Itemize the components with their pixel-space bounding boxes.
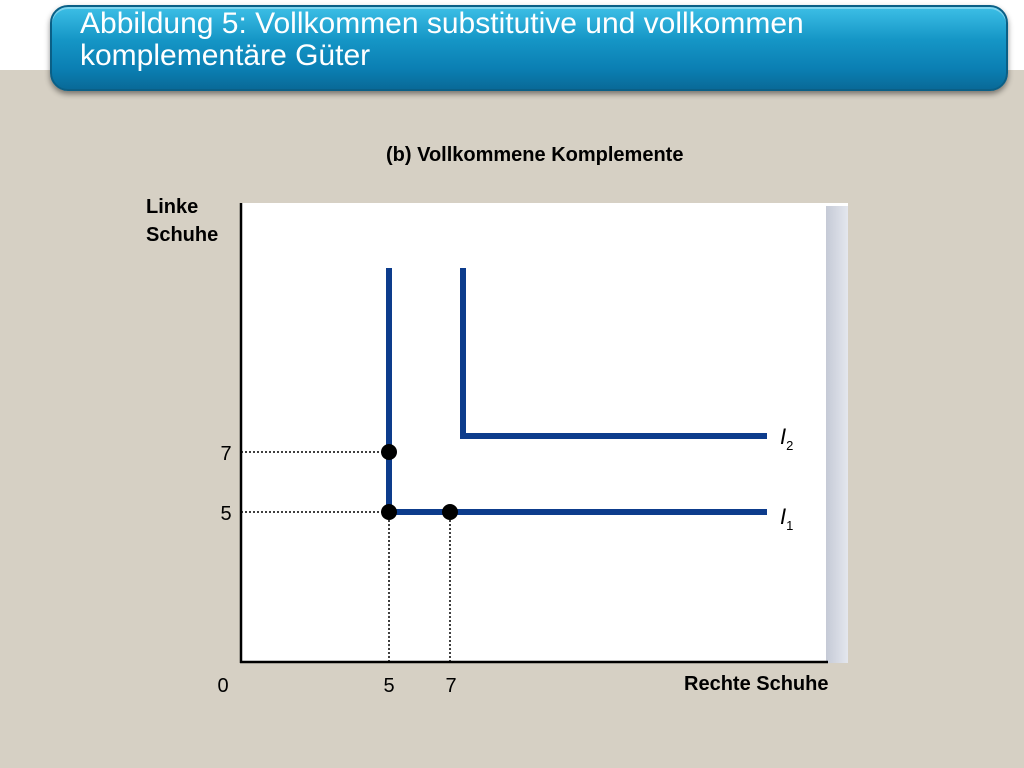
y-tick-7: 7 — [220, 443, 232, 465]
x-tick-7: 7 — [445, 675, 457, 697]
indifference-curve-i1 — [389, 268, 767, 512]
point-7-5 — [442, 504, 458, 520]
curve-label-i2-subscript: 2 — [786, 438, 794, 453]
slide-title-line-2: komplementäre Güter — [80, 39, 371, 72]
curve-label-i1-subscript: 1 — [786, 518, 794, 533]
curve-label-i2 — [780, 424, 793, 453]
slide-title-line-1: Abbildung 5: Vollkommen substitutive und vollkommen — [80, 7, 804, 40]
y-tick-5: 5 — [220, 503, 232, 525]
point-5-7 — [381, 444, 397, 460]
origin-label: 0 — [217, 675, 229, 697]
indifference-curve-i2 — [463, 268, 767, 436]
x-axis-label: Rechte Schuhe — [684, 673, 829, 695]
curve-label-i2-letter: I — [780, 424, 787, 449]
curve-label-i1-letter: I — [780, 504, 787, 529]
point-5-5 — [381, 504, 397, 520]
curve-label-i1 — [780, 504, 793, 533]
y-axis-label-line-2: Schuhe — [146, 224, 219, 246]
y-axis-label-line-1: Linke — [146, 196, 199, 218]
panel-title: (b) Vollkommene Komplemente — [386, 144, 684, 166]
x-tick-5: 5 — [383, 675, 395, 697]
